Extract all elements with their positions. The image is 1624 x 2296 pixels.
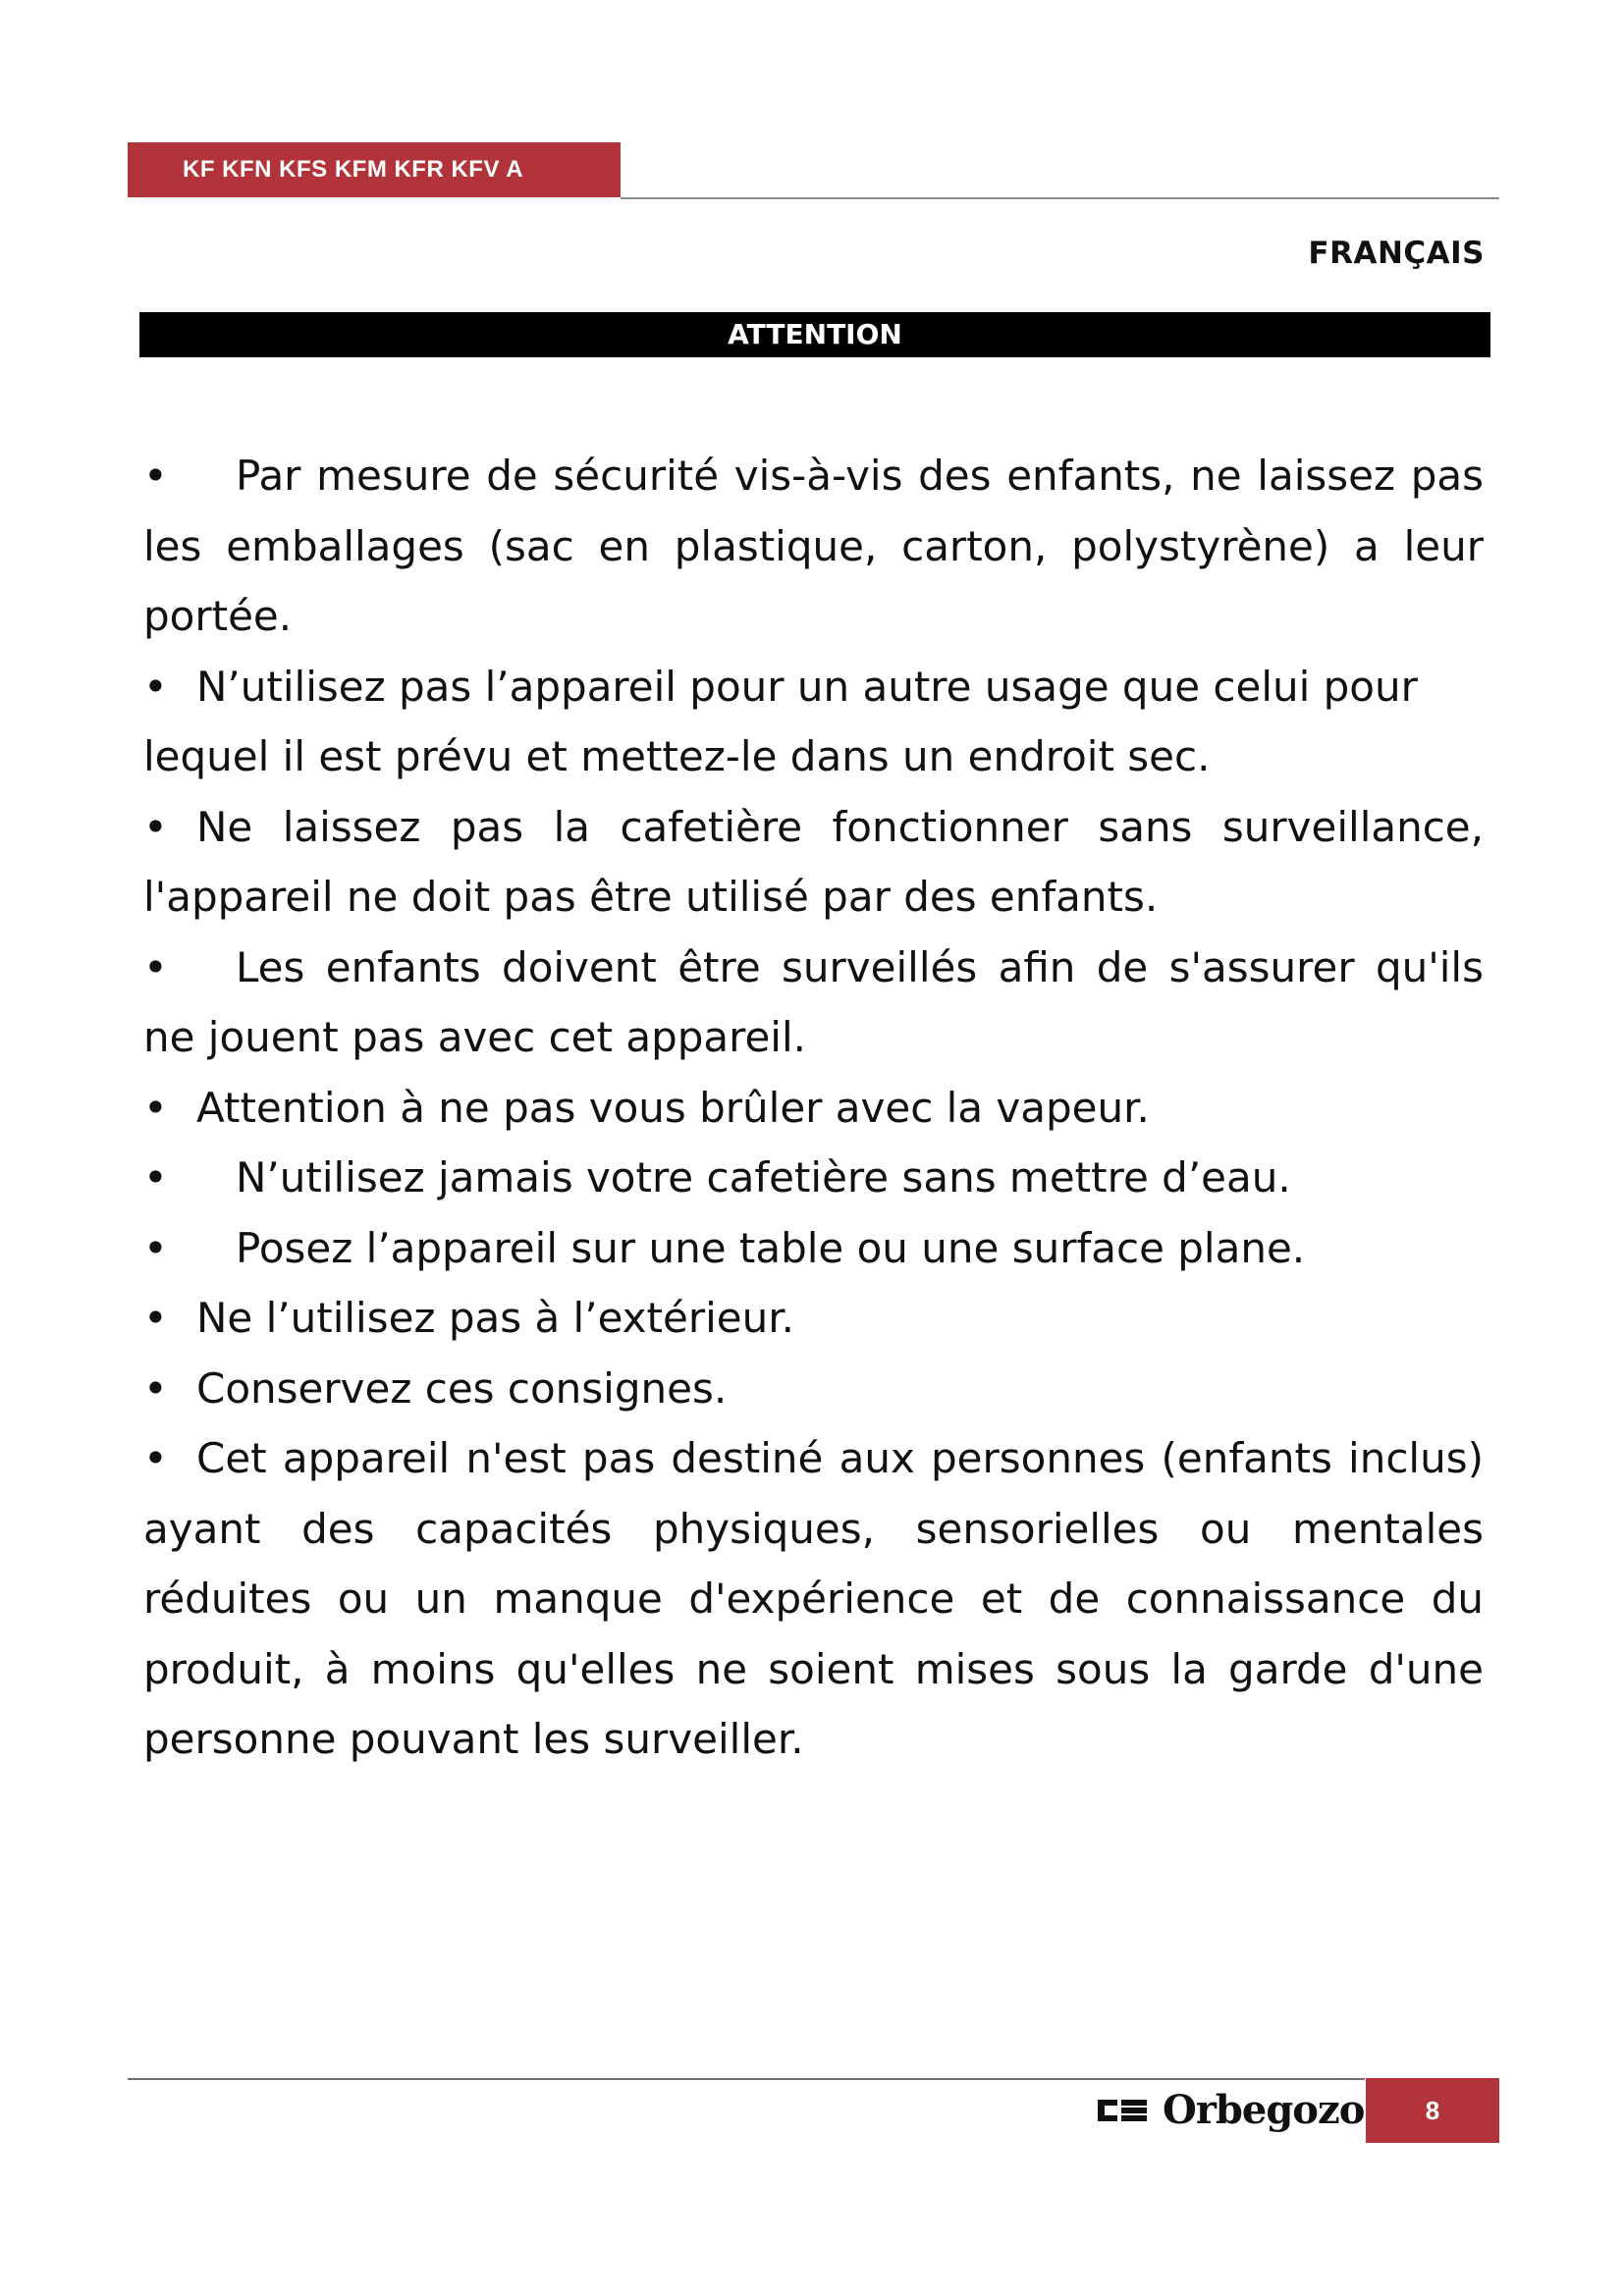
language-label: FRANÇAIS — [1308, 236, 1485, 271]
bullet-icon: • — [143, 1223, 168, 1272]
bullet-icon: • — [143, 662, 168, 711]
safety-bullet-list — [143, 441, 1484, 1775]
list-item-text: N’utilisez pas l’appareil pour un autre usage que celui pour lequel il est prévu et mettez-le dans un endroit sec. — [143, 662, 1418, 780]
footer-divider — [128, 2078, 1365, 2080]
list-item-text: Attention à ne pas vous brûler avec la vapeur. — [196, 1083, 1150, 1132]
bullet-icon: • — [143, 1434, 168, 1482]
bullet-icon: • — [143, 1363, 168, 1413]
bullet-icon: • — [143, 1153, 168, 1201]
list-item — [143, 1354, 1484, 1424]
model-list-tab: KF KFN KFS KFM KFR KFV A — [128, 142, 621, 197]
list-item-text: Conservez ces consignes. — [196, 1363, 728, 1413]
list-item-text: Ne l’utilisez pas à l’extérieur. — [196, 1294, 794, 1342]
list-item-text: Cet appareil n'est pas destiné aux personnes (enfants inclus) ayant des capacités physiques, sensorielles ou mentales réduites ou un manque d'expérience et de connaissance du produit, à moins qu'elles ne soient mises sous la garde d'une personne pouvant les surveiller. — [143, 1434, 1484, 1763]
list-item-text: Les enfants doivent être surveillés afin de s'assurer qu'ils ne jouent pas avec cet appareil. — [143, 942, 1484, 1061]
list-item-text: Ne laissez pas la cafetière fonctionner sans surveillance, l'appareil ne doit pas être utilisé par des enfants. — [143, 802, 1484, 921]
list-item-text: N’utilisez jamais votre cafetière sans mettre d’eau. — [236, 1153, 1291, 1201]
list-item-text: Posez l’appareil sur une table ou une surface plane. — [236, 1223, 1306, 1272]
brand-name: Orbegozo — [1163, 2087, 1365, 2133]
list-item — [143, 1143, 1484, 1213]
bullet-icon: • — [143, 802, 168, 851]
page-number: 8 — [1366, 2078, 1499, 2143]
list-item — [143, 1283, 1484, 1354]
bullet-icon: • — [143, 942, 168, 991]
list-item — [143, 933, 1484, 1073]
bullet-icon: • — [143, 1294, 168, 1342]
brand-logo — [1096, 2089, 1364, 2132]
list-item — [143, 1213, 1484, 1284]
bullet-icon: • — [143, 1083, 168, 1132]
header-divider — [621, 197, 1499, 199]
list-item — [143, 1073, 1484, 1144]
list-item — [143, 441, 1484, 652]
list-item — [143, 792, 1484, 933]
bullet-icon: • — [143, 452, 168, 500]
orbegozo-logo-icon — [1096, 2096, 1149, 2125]
list-item-text: Par mesure de sécurité vis-à-vis des enfants, ne laissez pas les emballages (sac en plastique, carton, polystyrène) a leur portée. — [143, 452, 1484, 640]
section-title-bar: ATTENTION — [139, 312, 1490, 357]
list-item — [143, 1423, 1484, 1775]
list-item — [143, 652, 1484, 792]
